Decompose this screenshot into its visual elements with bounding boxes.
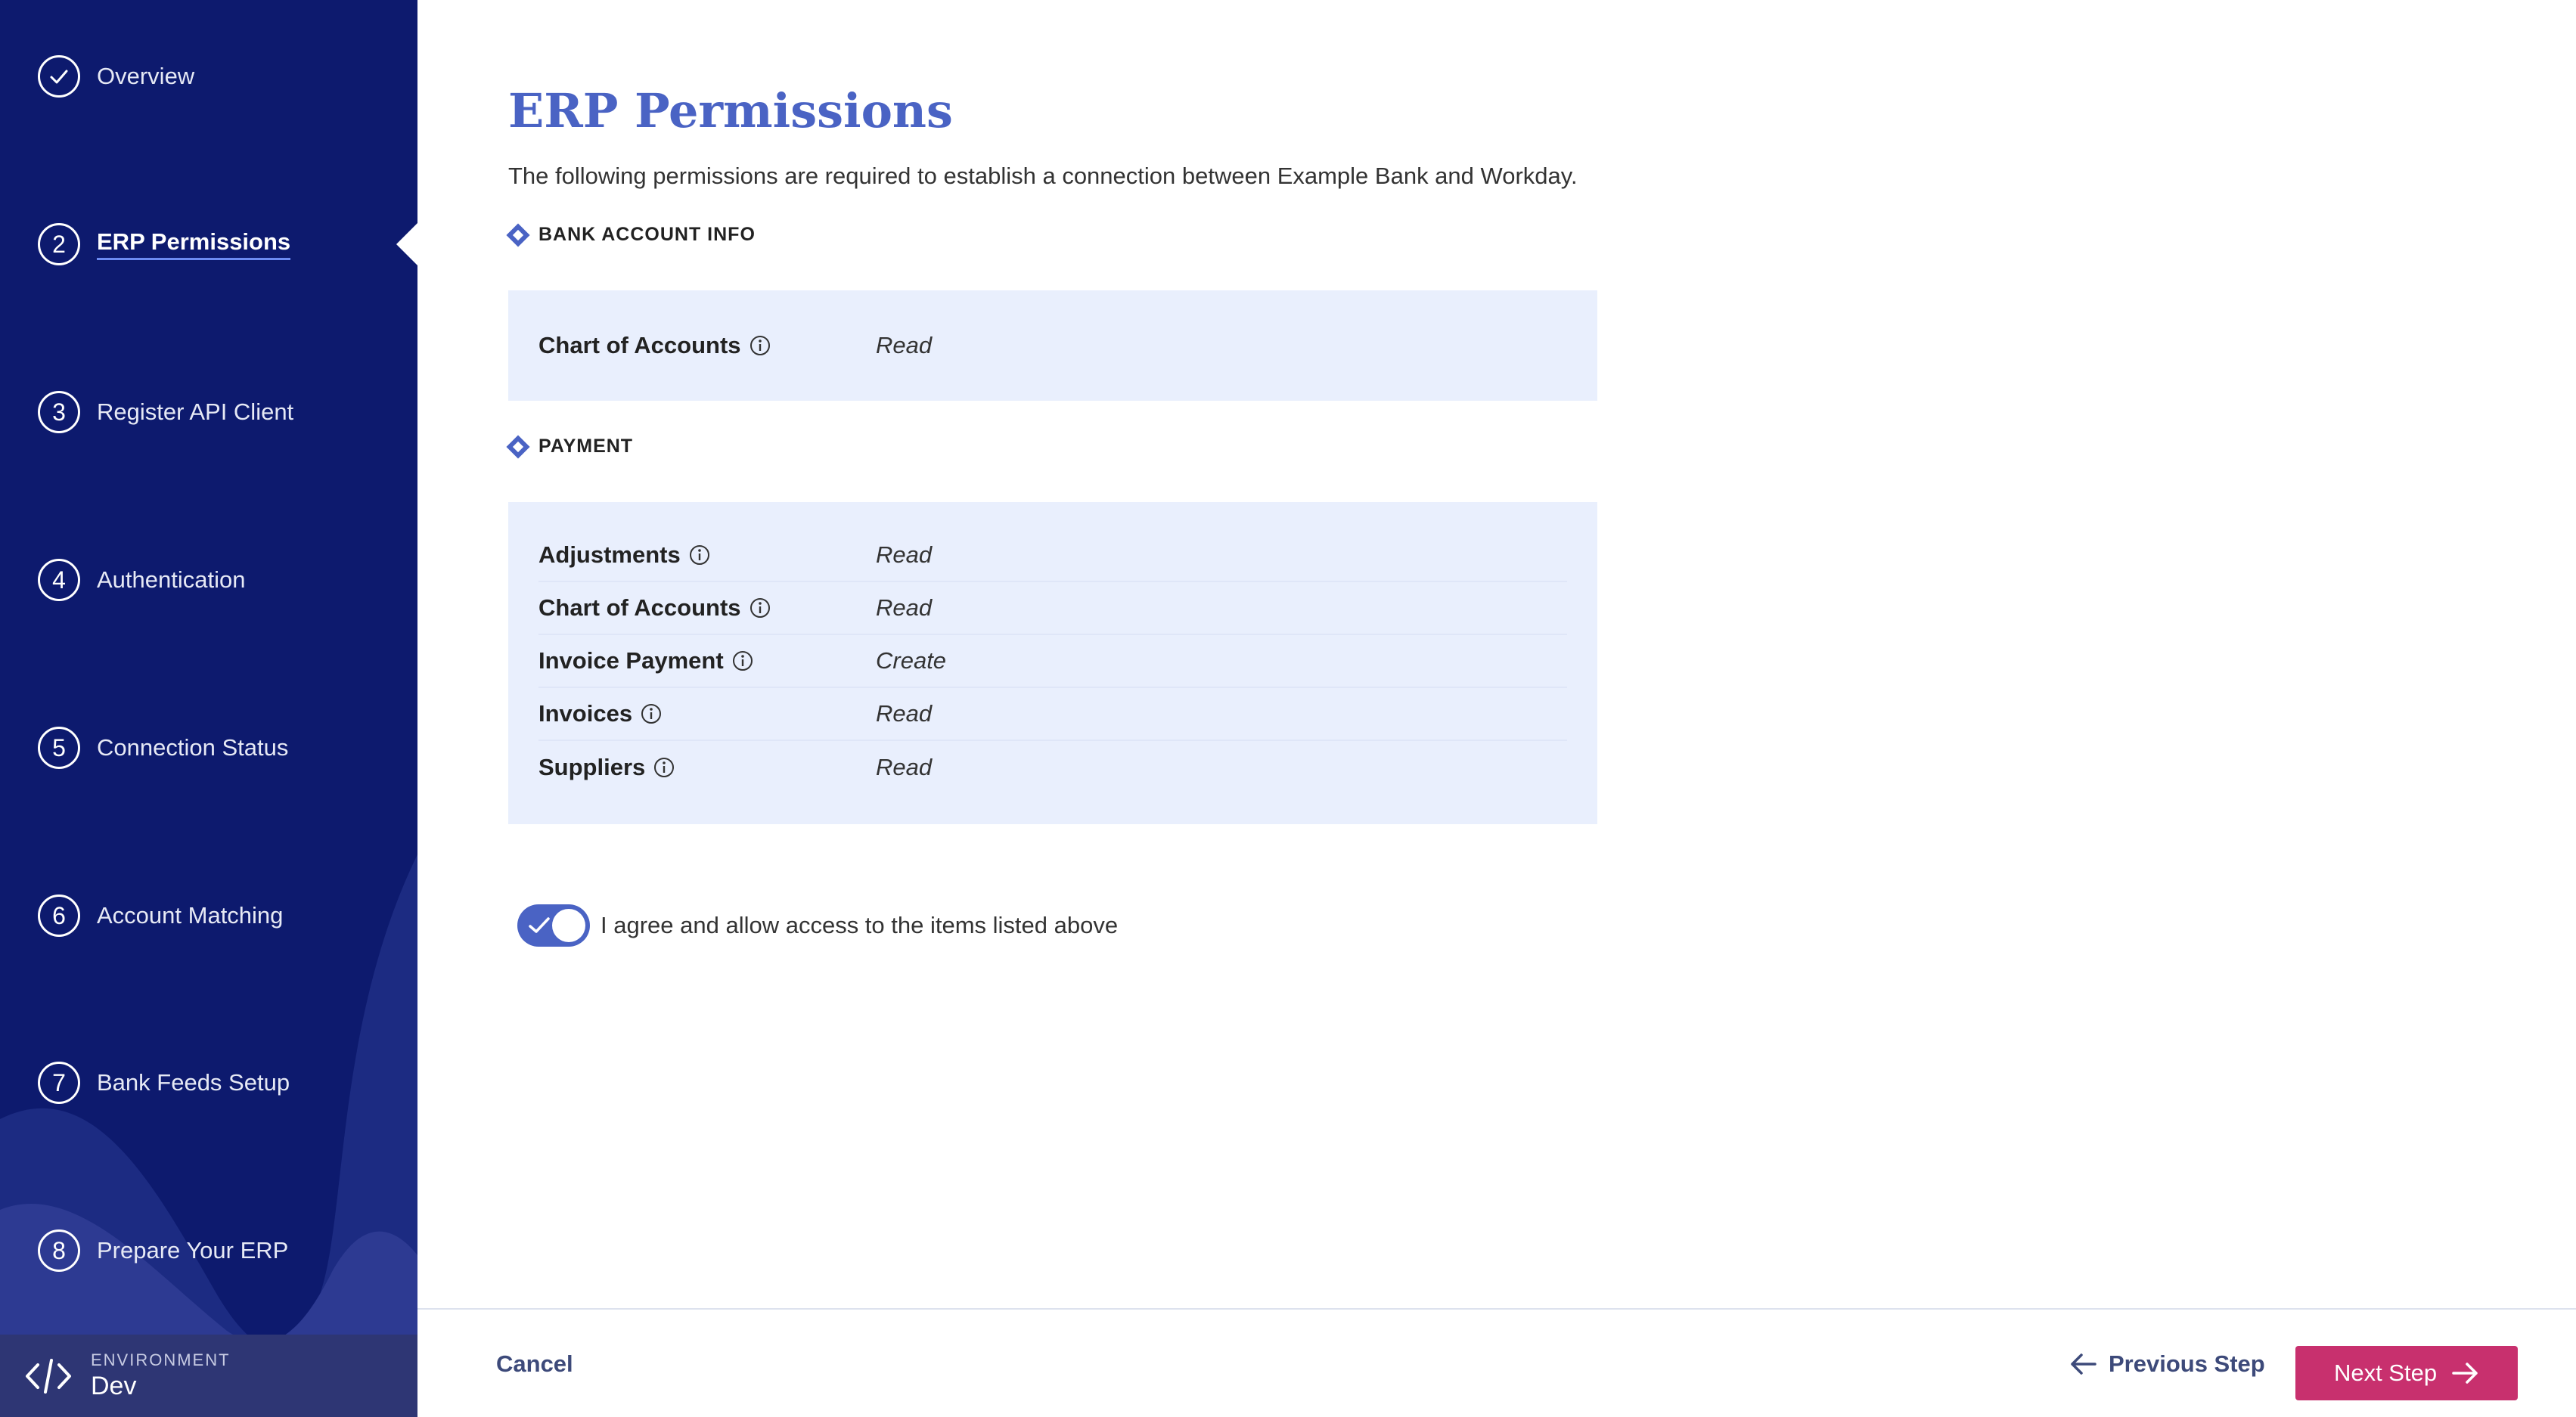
environment-indicator: [0, 1335, 417, 1417]
permission-name: Invoices: [538, 700, 633, 727]
step-erp-permissions[interactable]: [38, 222, 290, 267]
step-label: Account Matching: [97, 902, 284, 929]
agree-toggle-row: [517, 904, 1118, 947]
next-step-label: Next Step: [2333, 1360, 2438, 1386]
step-account-matching[interactable]: [38, 893, 283, 938]
step-label: Prepare Your ERP: [97, 1237, 289, 1264]
diamond-icon: [506, 223, 529, 247]
step-number: 4: [38, 559, 80, 601]
step-number: 6: [38, 895, 80, 937]
arrow-right-icon: [2452, 1361, 2479, 1385]
info-icon[interactable]: [731, 650, 754, 672]
check-icon: [528, 915, 551, 936]
arrow-left-icon: [2069, 1352, 2096, 1376]
section-header-bank-account-info: [510, 224, 756, 246]
permission-row: [538, 635, 1567, 688]
permission-name: Invoice Payment: [538, 647, 724, 674]
sidebar: [0, 0, 417, 1417]
permission-row: [538, 582, 1567, 635]
step-number: 7: [38, 1062, 80, 1104]
step-label: Bank Feeds Setup: [97, 1069, 290, 1096]
step-number: 3: [38, 391, 80, 433]
permissions-panel-payment: [508, 502, 1597, 824]
agree-label: I agree and allow access to the items listed above: [601, 912, 1119, 938]
info-icon[interactable]: [653, 756, 675, 779]
toggle-knob: [552, 909, 585, 942]
active-step-indicator: [396, 223, 417, 265]
step-label: Overview: [97, 63, 195, 89]
step-label: Authentication: [97, 566, 246, 593]
permission-name: Adjustments: [538, 541, 681, 568]
previous-step-button[interactable]: [2069, 1310, 2265, 1417]
step-label: Connection Status: [97, 734, 289, 761]
agree-toggle[interactable]: [517, 904, 590, 947]
main-content: [417, 0, 2576, 1308]
sidebar-wave-decoration: [0, 0, 417, 1417]
step-register-api-client[interactable]: [38, 389, 293, 435]
section-title: PAYMENT: [538, 436, 634, 457]
info-icon[interactable]: [749, 334, 771, 357]
permission-row: [538, 529, 1567, 582]
diamond-icon: [506, 435, 529, 458]
permission-name: Chart of Accounts: [538, 332, 741, 358]
step-bank-feeds-setup[interactable]: [38, 1060, 290, 1105]
page-description: The following permissions are required to establish a connection between Example Bank and Workday.: [508, 163, 1578, 189]
step-number: 8: [38, 1229, 80, 1272]
footer-bar: [417, 1308, 2576, 1417]
previous-step-label: Previous Step: [2109, 1350, 2265, 1377]
permission-row: [538, 741, 1567, 794]
page-title: ERP Permissions: [508, 83, 953, 138]
permission-access: Read: [876, 594, 933, 621]
check-icon: [38, 55, 80, 98]
code-icon: [24, 1357, 73, 1395]
step-label: ERP Permissions: [97, 228, 290, 260]
step-connection-status[interactable]: [38, 725, 288, 771]
permission-access: Create: [876, 647, 947, 674]
step-number: 2: [38, 223, 80, 265]
next-step-button[interactable]: [2295, 1346, 2518, 1400]
info-icon[interactable]: [749, 597, 771, 619]
section-header-payment: [510, 436, 633, 457]
permission-row: [538, 319, 1567, 372]
permission-row: [538, 688, 1567, 741]
step-authentication[interactable]: [38, 557, 245, 603]
step-label: Register API Client: [97, 398, 294, 425]
info-icon[interactable]: [688, 544, 711, 566]
step-prepare-your-erp[interactable]: [38, 1228, 288, 1273]
permissions-panel-bank-account-info: [508, 290, 1597, 401]
section-title: BANK ACCOUNT INFO: [538, 224, 756, 245]
info-icon[interactable]: [640, 702, 663, 725]
permission-name: Suppliers: [538, 754, 646, 780]
environment-value: Dev: [91, 1372, 137, 1400]
permission-access: Read: [876, 754, 933, 780]
permission-access: Read: [876, 700, 933, 727]
step-overview[interactable]: [38, 54, 194, 99]
permission-access: Read: [876, 332, 933, 358]
step-number: 5: [38, 727, 80, 769]
permission-access: Read: [876, 541, 933, 568]
cancel-button[interactable]: Cancel: [496, 1350, 573, 1377]
environment-title: ENVIRONMENT: [91, 1350, 231, 1369]
permission-name: Chart of Accounts: [538, 594, 741, 621]
